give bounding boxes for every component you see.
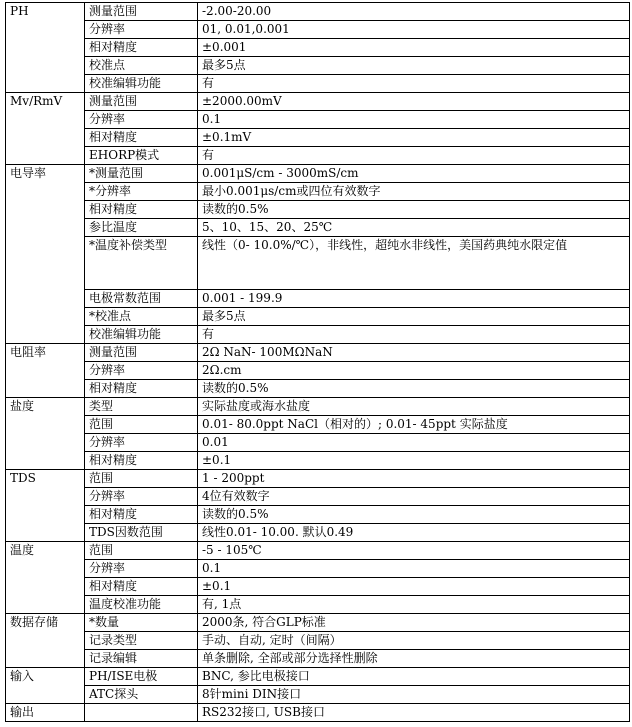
table-row xyxy=(6,57,630,75)
param-value-cell: 0.001 - 199.9 xyxy=(198,290,630,308)
table-row xyxy=(6,542,630,560)
param-value-cell: 读数的0.5% xyxy=(198,201,630,219)
param-value-cell: 2000条, 符合GLP标准 xyxy=(198,614,630,632)
param-value-cell: 2Ω.cm xyxy=(198,362,630,380)
param-name-cell: 范围 xyxy=(85,470,198,488)
table-row xyxy=(6,362,630,380)
param-name-cell: 相对精度 xyxy=(85,506,198,524)
param-value-cell: 01, 0.01,0.001 xyxy=(198,21,630,39)
param-name-cell: 相对精度 xyxy=(85,578,198,596)
param-value-cell: RS232接口, USB接口 xyxy=(198,704,630,722)
param-value-cell: BNC, 参比电极接口 xyxy=(198,668,630,686)
param-value-cell: 5、10、15、20、25℃ xyxy=(198,219,630,237)
param-name-cell: TDS因数范围 xyxy=(85,524,198,542)
table-row xyxy=(6,183,630,201)
table-row xyxy=(6,290,630,308)
table-row xyxy=(6,434,630,452)
group-name-cell: 数据存储 xyxy=(6,614,85,668)
param-name-cell: *测量范围 xyxy=(85,165,198,183)
param-value-cell: 读数的0.5% xyxy=(198,506,630,524)
group-name-cell: 温度 xyxy=(6,542,85,614)
table-row xyxy=(6,704,630,722)
table-row xyxy=(6,596,630,614)
param-value-cell: 4位有效数字 xyxy=(198,488,630,506)
param-value-cell: 2Ω NaN- 100MΩNaN xyxy=(198,344,630,362)
table-row xyxy=(6,201,630,219)
param-value-cell: 0.1 xyxy=(198,560,630,578)
param-name-cell: 分辨率 xyxy=(85,434,198,452)
param-value-cell: 0.1 xyxy=(198,111,630,129)
param-value-cell: 1 - 200ppt xyxy=(198,470,630,488)
table-row xyxy=(6,21,630,39)
param-name-cell: 分辨率 xyxy=(85,488,198,506)
param-name-cell: ATC探头 xyxy=(85,686,198,704)
table-row xyxy=(6,75,630,93)
table-row xyxy=(6,650,630,668)
table-row xyxy=(6,398,630,416)
table-row xyxy=(6,219,630,237)
param-name-cell: 电极常数范围 xyxy=(85,290,198,308)
group-name-cell: TDS xyxy=(6,470,85,542)
param-value-cell: ±0.1mV xyxy=(198,129,630,147)
param-value-cell: 有 xyxy=(198,326,630,344)
param-value-cell: -5 - 105℃ xyxy=(198,542,630,560)
table-row xyxy=(6,470,630,488)
param-name-cell: 记录编辑 xyxy=(85,650,198,668)
param-value-cell: -2.00-20.00 xyxy=(198,3,630,21)
table-row xyxy=(6,668,630,686)
param-name-cell xyxy=(85,704,198,722)
param-value-cell: 线性（0- 10.0%/℃），非线性，超纯水非线性，美国药典纯水限定值 xyxy=(198,237,630,290)
param-value-cell: 线性0.01- 10.00. 默认0.49 xyxy=(198,524,630,542)
table-row xyxy=(6,578,630,596)
param-name-cell: *校准点 xyxy=(85,308,198,326)
param-name-cell: 参比温度 xyxy=(85,219,198,237)
table-row xyxy=(6,237,630,290)
param-name-cell: 相对精度 xyxy=(85,452,198,470)
param-name-cell: 相对精度 xyxy=(85,129,198,147)
table-row xyxy=(6,147,630,165)
param-name-cell: 记录类型 xyxy=(85,632,198,650)
param-value-cell: ±2000.00mV xyxy=(198,93,630,111)
group-name-cell: 输入 xyxy=(6,668,85,704)
param-value-cell: ±0.1 xyxy=(198,578,630,596)
table-row xyxy=(6,488,630,506)
param-value-cell: 有, 1点 xyxy=(198,596,630,614)
param-name-cell: EHORP模式 xyxy=(85,147,198,165)
param-name-cell: *分辨率 xyxy=(85,183,198,201)
table-row xyxy=(6,560,630,578)
param-name-cell: 相对精度 xyxy=(85,39,198,57)
group-name-cell: 盐度 xyxy=(6,398,85,470)
table-row xyxy=(6,344,630,362)
param-name-cell: 相对精度 xyxy=(85,380,198,398)
param-value-cell: ±0.001 xyxy=(198,39,630,57)
param-name-cell: 分辨率 xyxy=(85,560,198,578)
param-value-cell: 手动、自动, 定时（间隔） xyxy=(198,632,630,650)
group-name-cell: 输出 xyxy=(6,704,85,722)
table-row xyxy=(6,165,630,183)
param-name-cell: 测量范围 xyxy=(85,93,198,111)
table-row xyxy=(6,380,630,398)
table-row xyxy=(6,39,630,57)
table-row xyxy=(6,452,630,470)
table-row xyxy=(6,614,630,632)
param-name-cell: 温度校准功能 xyxy=(85,596,198,614)
param-name-cell: 分辨率 xyxy=(85,21,198,39)
table-row xyxy=(6,326,630,344)
table-row xyxy=(6,632,630,650)
param-name-cell: 相对精度 xyxy=(85,201,198,219)
param-name-cell: 范围 xyxy=(85,542,198,560)
table-row xyxy=(6,506,630,524)
table-row xyxy=(6,308,630,326)
param-value-cell: 最多5点 xyxy=(198,308,630,326)
param-name-cell: 测量范围 xyxy=(85,344,198,362)
spec-table xyxy=(5,2,630,722)
param-name-cell: *温度补偿类型 xyxy=(85,237,198,290)
param-name-cell: 测量范围 xyxy=(85,3,198,21)
group-name-cell: 电导率 xyxy=(6,165,85,344)
group-name-cell: PH xyxy=(6,3,85,93)
param-value-cell: 最小0.001μs/cm或四位有效数字 xyxy=(198,183,630,201)
param-name-cell: 范围 xyxy=(85,416,198,434)
param-value-cell: 最多5点 xyxy=(198,57,630,75)
param-value-cell: 实际盐度或海水盐度 xyxy=(198,398,630,416)
param-name-cell: 校准点 xyxy=(85,57,198,75)
spec-table-body xyxy=(6,3,630,722)
param-name-cell: 校准编辑功能 xyxy=(85,326,198,344)
param-name-cell: 分辨率 xyxy=(85,362,198,380)
param-value-cell: ±0.1 xyxy=(198,452,630,470)
table-row xyxy=(6,129,630,147)
param-value-cell: 单条删除, 全部或部分选择性删除 xyxy=(198,650,630,668)
param-name-cell: PH/ISE电极 xyxy=(85,668,198,686)
param-value-cell: 0.001μS/cm - 3000mS/cm xyxy=(198,165,630,183)
table-row xyxy=(6,686,630,704)
group-name-cell: Mv/RmV xyxy=(6,93,85,165)
param-value-cell: 读数的0.5% xyxy=(198,380,630,398)
table-row xyxy=(6,111,630,129)
table-row xyxy=(6,93,630,111)
param-value-cell: 0.01 xyxy=(198,434,630,452)
param-value-cell: 有 xyxy=(198,75,630,93)
param-name-cell: 分辨率 xyxy=(85,111,198,129)
param-value-cell: 8针mini DIN接口 xyxy=(198,686,630,704)
table-row xyxy=(6,3,630,21)
param-name-cell: *数量 xyxy=(85,614,198,632)
param-name-cell: 类型 xyxy=(85,398,198,416)
param-name-cell: 校准编辑功能 xyxy=(85,75,198,93)
table-row xyxy=(6,524,630,542)
param-value-cell: 0.01- 80.0ppt NaCl（相对的）; 0.01- 45ppt 实际盐度 xyxy=(198,416,630,434)
table-row xyxy=(6,416,630,434)
group-name-cell: 电阻率 xyxy=(6,344,85,398)
param-value-cell: 有 xyxy=(198,147,630,165)
